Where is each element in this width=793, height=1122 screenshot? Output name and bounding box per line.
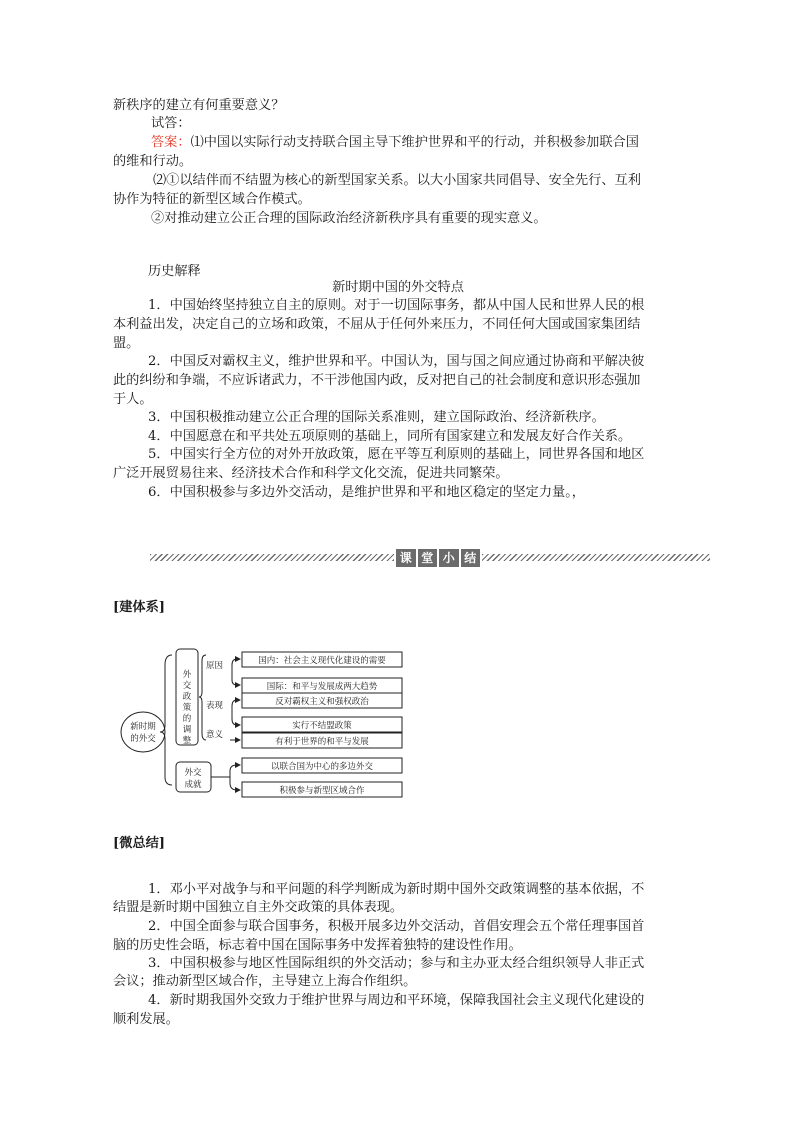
box-regional-text: 积极参与新型区域合作 xyxy=(279,786,365,796)
answer-2-line3: ②对推动建立公正合理的国际政治经济新秩序具有重要的现实意义。 xyxy=(151,211,547,226)
root-label-1: 新时期 xyxy=(130,722,156,732)
label-meaning: 意义 xyxy=(206,730,224,740)
divider-char: 堂 xyxy=(418,549,438,567)
branch1-char: 策 xyxy=(182,703,192,713)
branch1-char: 外 xyxy=(182,670,192,680)
history-p4: 4．中国愿意在和平共处五项原则的基础上，同所有国家建立和发展友好合作关系。 xyxy=(148,429,632,444)
history-p2-l3: 于人。 xyxy=(113,392,153,407)
summary-s3-l1: 3．中国积极参与地区性国际组织的外交活动；参与和主办亚太经合组织领导人非正式 xyxy=(148,956,645,971)
divider-char: 结 xyxy=(461,549,481,567)
summary-s2-l2: 脑的历史性会晤，标志着中国在国际事务中发挥着独特的建设性作用。 xyxy=(113,938,522,953)
divider-hatch-right xyxy=(482,554,710,561)
answer-1-line2: 的维和行动。 xyxy=(113,154,193,169)
question-tail: 新秩序的建立有何重要意义？ xyxy=(113,98,285,113)
branch1-brace xyxy=(199,655,206,740)
summary-heading: [微总结] xyxy=(113,836,166,851)
box-domestic-text: 国内：社会主义现代化建设的需要 xyxy=(258,656,386,666)
history-p1-l1: 1．中国始终坚持独立自主的原则。对于一切国际事务，都从中国人民和世界人民的根 xyxy=(148,298,645,313)
history-p5-l1: 5．中国实行全方位的对外开放政策，愿在平等互利原则的基础上，同世界各国和地区 xyxy=(148,447,645,462)
answer-1-line1: 答案：⑴中国以实际行动支持联合国主导下维护世界和平的行动，并积极参加联合国 xyxy=(151,135,639,150)
history-p2-l1: 2．中国反对霸权主义，维护世界和平。中国认为，国与国之间应通过协商和平解决彼 xyxy=(148,354,645,369)
divider-hatch-left xyxy=(150,554,394,561)
root-label-2: 的外交 xyxy=(130,734,156,744)
box-benefit-text: 有利于世界的和平与发展 xyxy=(275,737,369,747)
divider-title xyxy=(396,549,480,567)
summary-s1-l1: 1．邓小平对战争与和平问题的科学判断成为新时期中国外交政策调整的基本依据，不 xyxy=(148,882,645,897)
label-performance: 表现 xyxy=(206,701,224,711)
answer-2-line2: 协作为特征的新型区域合作模式。 xyxy=(113,192,311,207)
history-p1-l3: 盟。 xyxy=(113,336,140,351)
summary-s2-l1: 2．中国全面参与联合国事务，积极开展多边外交活动，首倡安理会五个常任理事国首 xyxy=(148,919,645,934)
divider-char: 小 xyxy=(439,549,459,567)
summary-s1-l2: 结盟是新时期中国独立自主外交政策的具体表现。 xyxy=(113,900,404,915)
section-divider xyxy=(150,549,710,567)
branch1-char: 交 xyxy=(182,681,192,691)
branch1-char: 整 xyxy=(182,736,192,746)
branch1-char: 调 xyxy=(182,725,192,735)
history-section-label: 历史解释 xyxy=(148,264,201,279)
history-p5-l2: 广泛开展贸易往来、经济技术合作和科学文化交流，促进共同繁荣。 xyxy=(113,466,509,481)
box-anti-hegemony-text: 反对霸权主义和强权政治 xyxy=(275,697,369,707)
branch2-label-2: 成就 xyxy=(184,780,202,790)
root-brace xyxy=(160,655,172,785)
label-reason: 原因 xyxy=(206,661,224,671)
answer-2-line1: ⑵①以结伴而不结盟为核心的新型国家关系。以大小国家共同倡导、安全先行、互利 xyxy=(153,173,641,188)
history-title: 新时期中国的外交特点 xyxy=(332,280,464,295)
branch2-label-1: 外交 xyxy=(184,768,202,778)
branch1-char: 的 xyxy=(182,714,192,724)
root-node xyxy=(121,712,165,752)
history-p6: 6．中国积极参与多边外交活动，是维护世界和平和地区稳定的坚定力量。， xyxy=(148,485,585,500)
box-un-multilateral-text: 以联合国为中心的多边外交 xyxy=(270,762,374,772)
system-heading: [建体系] xyxy=(113,600,166,615)
branch1-char: 政 xyxy=(182,692,192,702)
box-international-text: 国际：和平与发展成两大趋势 xyxy=(266,682,378,692)
divider-char: 课 xyxy=(396,549,416,567)
history-p3: 3．中国积极推动建立公正合理的国际关系准则，建立国际政治、经济新秩序。 xyxy=(148,410,605,425)
summary-s4-l1: 4．新时期我国外交致力于维护世界与周边和平环境，保障我国社会主义现代化建设的 xyxy=(148,993,645,1008)
box-non-alignment-text: 实行不结盟政策 xyxy=(292,721,352,731)
concept-map xyxy=(120,645,405,805)
history-p1-l2: 本利益出发，决定自己的立场和政策，不屈从于任何外来压力，不同任何大国或国家集团结 xyxy=(113,317,641,332)
summary-s3-l2: 会议；推动新型区域合作，主导建立上海合作组织。 xyxy=(113,974,417,989)
answer-label: 答案： xyxy=(151,135,191,150)
try-answer-label: 试答： xyxy=(151,116,191,131)
summary-s4-l2: 顺利发展。 xyxy=(113,1012,179,1027)
history-p2-l2: 此的纠纷和争端，不应诉诸武力，不干涉他国内政，反对把自己的社会制度和意识形态强加 xyxy=(113,373,641,388)
